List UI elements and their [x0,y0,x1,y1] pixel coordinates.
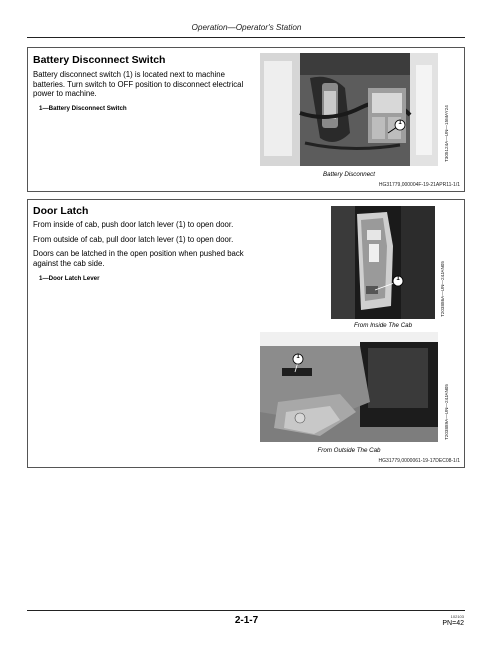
header-title: Operation—Operator's Station [191,23,302,32]
door-inside-caption: From Inside The Cab [353,322,413,329]
page-number: 2-1-7 [234,615,259,626]
door-paragraph-2: From outside of cab, pull door latch lever (1) to open door. [33,234,234,244]
battery-photo-illustration [260,53,438,166]
door-inside-side-code: T203886A—UN—24JAN05 [440,261,445,317]
battery-photo-side-code: T305124A—UN—15MAY24 [444,105,449,162]
battery-section-body [33,70,251,104]
battery-callout-legend: 1—Battery Disconnect Switch [39,105,127,112]
battery-section-title: Battery Disconnect Switch [33,54,166,66]
battery-disconnect-section [27,47,465,192]
door-figure-column [258,200,464,467]
door-paragraph-1: From inside of cab, push door latch lever (1) to open door. [33,220,234,229]
battery-figure-column [258,48,464,191]
battery-paragraph: Battery disconnect switch (1) is located next to machine batteries. Turn switch to OFF position to disconnect electrical power to machine. [33,70,244,99]
door-inside-photo [331,206,435,319]
battery-reference-code: HG31779,000004F-19-21APR11-1/1 [378,182,460,188]
door-outside-illustration [260,332,438,442]
footer-divider [27,610,465,611]
footer-pn: PN=42 [442,620,464,627]
door-reference-code: HG31779,0000061-19-17DEC08-1/1 [378,458,460,464]
door-outside-caption: From Outside The Cab [317,447,381,454]
battery-photo-caption: Battery Disconnect [323,171,375,178]
door-paragraph-3: Doors can be latched in the open position when pushed back against the cab side. [33,249,244,268]
header-divider [27,37,465,38]
door-text-column [28,200,258,467]
door-outside-photo [260,332,438,442]
door-inside-illustration [331,206,435,319]
door-inside-callout: 1 [396,276,400,282]
battery-photo-callout: 1 [398,120,402,126]
door-outside-callout: 1 [296,354,300,360]
door-section-body [33,220,251,273]
battery-text-column [28,48,258,191]
door-callout-legend: 1—Door Latch Lever [39,275,100,282]
door-latch-section [27,199,465,468]
door-section-title: Door Latch [33,205,89,217]
door-outside-side-code: T203889A—UN—24JAN05 [444,384,449,440]
battery-disconnect-photo [260,53,438,166]
footer-small-code: 102103 [450,614,464,619]
